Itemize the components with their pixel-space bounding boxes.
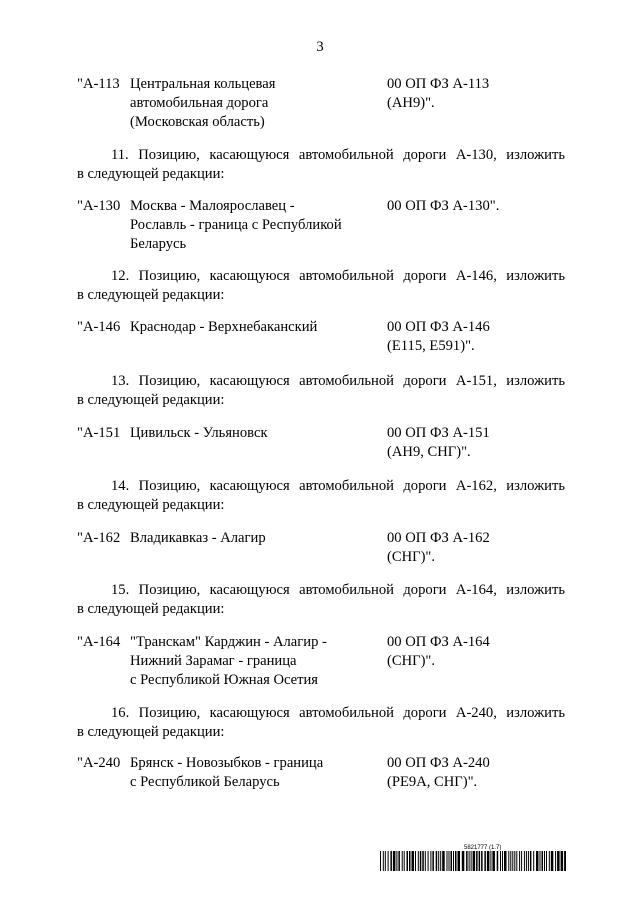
road-name-line: Рославль - граница с Республикой bbox=[130, 217, 342, 233]
amendment-paragraph-11 bbox=[77, 146, 565, 184]
road-code: "А-113 bbox=[77, 76, 120, 92]
amendment-paragraph-16 bbox=[77, 704, 565, 742]
road-name bbox=[130, 529, 370, 548]
road-code: "А-164 bbox=[77, 634, 121, 650]
paragraph-line: 11. Позицию, касающуюся автомобильной дороги А-130, изложить bbox=[111, 147, 565, 163]
registration-line: 00 ОП ФЗ А-162 bbox=[387, 530, 490, 546]
road-name-line: Брянск - Новозыбков - граница bbox=[130, 755, 324, 771]
registration-line: 00 ОП ФЗ А-240 bbox=[387, 755, 490, 771]
registration-line: (РЕ9А, СНГ)". bbox=[387, 774, 478, 790]
road-name-line: Краснодар - Верхнебаканский bbox=[130, 319, 318, 335]
road-name-line: с Республикой Беларусь bbox=[130, 774, 280, 790]
road-name bbox=[130, 318, 370, 337]
road-code: "А-146 bbox=[77, 319, 121, 335]
paragraph-line: в следующей редакции: bbox=[77, 601, 225, 617]
road-name-line: Центральная кольцевая bbox=[130, 76, 276, 92]
paragraph-line: 15. Позицию, касающуюся автомобильной дороги А-164, изложить bbox=[111, 582, 565, 598]
paragraph-line: 14. Позицию, касающуюся автомобильной дороги А-162, изложить bbox=[111, 478, 565, 494]
road-code: "А-240 bbox=[77, 755, 121, 771]
road-name-line: Владикавказ - Алагир bbox=[130, 530, 266, 546]
road-code: "А-151 bbox=[77, 425, 121, 441]
paragraph-line: 13. Позицию, касающуюся автомобильной дороги А-151, изложить bbox=[111, 373, 565, 389]
road-name bbox=[130, 633, 370, 690]
road-name bbox=[130, 197, 370, 254]
amendment-paragraph-15 bbox=[77, 581, 565, 619]
amendment-paragraph-14 bbox=[77, 477, 565, 515]
paragraph-line: в следующей редакции: bbox=[77, 497, 225, 513]
road-name-line: Москва - Малоярославец - bbox=[130, 198, 295, 214]
registration-line: (СНГ)". bbox=[387, 549, 436, 565]
paragraph-line: 12. Позицию, касающуюся автомобильной дороги А-146, изложить bbox=[111, 268, 565, 284]
road-registration bbox=[387, 633, 587, 671]
road-name-line: Цивильск - Ульяновск bbox=[130, 425, 268, 441]
amendment-paragraph-12 bbox=[77, 267, 565, 305]
road-name-line: Нижний Зарамаг - граница bbox=[130, 653, 297, 669]
registration-line: (Е115, Е591)". bbox=[387, 338, 475, 354]
road-name bbox=[130, 75, 370, 132]
road-name-line: (Московская область) bbox=[130, 114, 265, 130]
road-registration bbox=[387, 318, 587, 356]
road-registration bbox=[387, 529, 587, 567]
registration-line: (АН9, СНГ)". bbox=[387, 444, 471, 460]
registration-line: (СНГ)". bbox=[387, 653, 436, 669]
road-name-line: автомобильная дорога bbox=[130, 95, 269, 111]
paragraph-line: в следующей редакции: bbox=[77, 166, 225, 182]
barcode bbox=[380, 851, 566, 871]
road-registration bbox=[387, 75, 587, 113]
amendment-paragraph-13 bbox=[77, 372, 565, 410]
paragraph-line: в следующей редакции: bbox=[77, 287, 225, 303]
page-number: 3 bbox=[316, 39, 324, 55]
road-registration bbox=[387, 424, 587, 462]
registration-line: 00 ОП ФЗ А-151 bbox=[387, 425, 490, 441]
paragraph-line: в следующей редакции: bbox=[77, 724, 225, 740]
road-registration bbox=[387, 197, 587, 216]
road-name-line: "Транскам" Карджин - Алагир - bbox=[130, 634, 327, 650]
road-code: "А-162 bbox=[77, 530, 121, 546]
registration-line: 00 ОП ФЗ А-130". bbox=[387, 198, 500, 214]
paragraph-line: 16. Позицию, касающуюся автомобильной дороги А-240, изложить bbox=[111, 705, 565, 721]
road-name bbox=[130, 754, 370, 792]
registration-line: (АН9)". bbox=[387, 95, 435, 111]
road-code: "А-130 bbox=[77, 198, 121, 214]
road-name bbox=[130, 424, 370, 443]
road-name-line: Беларусь bbox=[130, 236, 187, 252]
paragraph-line: в следующей редакции: bbox=[77, 392, 225, 408]
road-registration bbox=[387, 754, 587, 792]
road-name-line: с Республикой Южная Осетия bbox=[130, 672, 319, 688]
document-id: 5821777 (1.7) bbox=[464, 845, 502, 851]
registration-line: 00 ОП ФЗ А-164 bbox=[387, 634, 490, 650]
registration-line: 00 ОП ФЗ А-113 bbox=[387, 76, 490, 92]
registration-line: 00 ОП ФЗ А-146 bbox=[387, 319, 490, 335]
